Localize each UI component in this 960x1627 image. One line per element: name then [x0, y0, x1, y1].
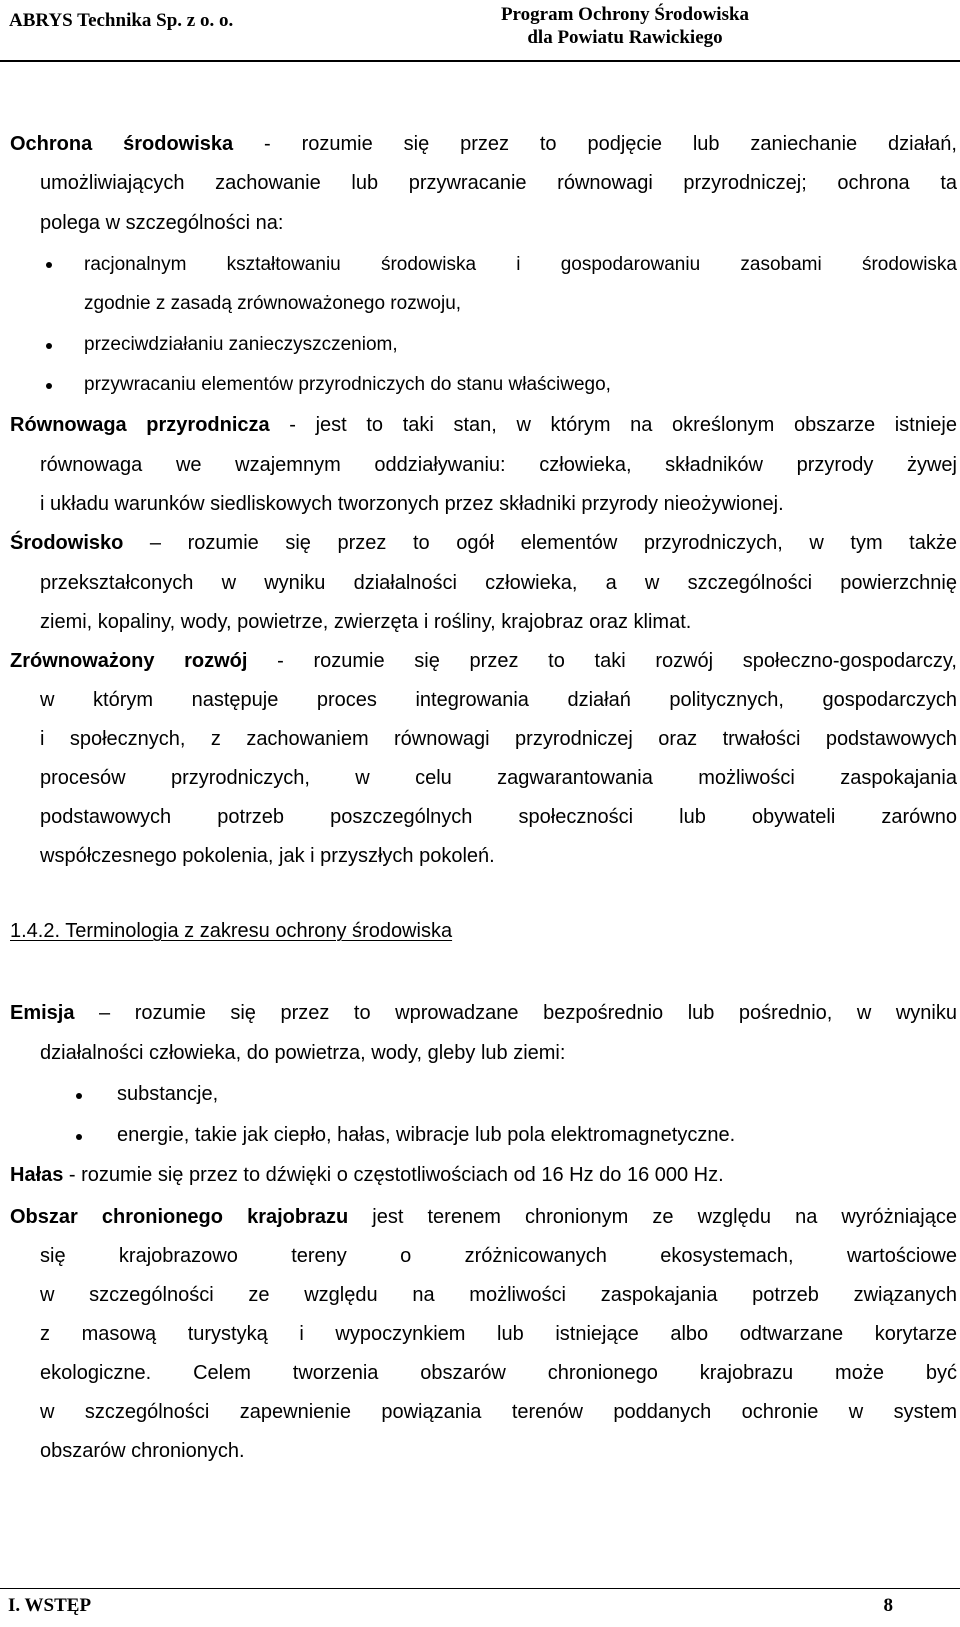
definition-line: obszarów chronionych. — [40, 1440, 245, 1462]
chapter-title: I. WSTĘP — [8, 1595, 92, 1616]
definition-line: ekologiczne. Celem tworzenia obszarów chronionego krajobrazu może być — [40, 1362, 957, 1384]
page-header — [0, 0, 960, 62]
definition-line — [10, 1197, 957, 1238]
definition-dash: – — [74, 1002, 135, 1024]
bullet-icon — [46, 383, 52, 389]
definition-line: w którym następuje proces integrowania działań politycznych, gospodarczych — [40, 689, 957, 711]
list-item: substancje, — [117, 1083, 219, 1105]
definition-dash: – — [123, 532, 188, 554]
definition-text: rozumie się przez to ogół elementów przyrodniczych, w tym także — [187, 532, 957, 554]
bullet-icon — [46, 262, 52, 268]
definition-term: Emisja — [10, 1002, 75, 1024]
definition-line: podstawowych potrzeb poszczególnych społeczności lub obywateli zarówno — [40, 806, 957, 828]
bullet-icon — [76, 1093, 82, 1099]
definition-line: i społecznych, z zachowaniem równowagi przyrodniczej oraz trwałości podstawowych — [40, 728, 957, 750]
definition-term: Zrównoważony rozwój — [10, 650, 248, 672]
list-item-continuation: zgodnie z zasadą zrównoważonego rozwoju, — [84, 293, 462, 314]
definition-text: rozumie się przez to wprowadzane bezpośrednio lub pośrednio, w wyniku — [134, 1002, 957, 1024]
program-title-line2: dla Powiatu Rawickiego — [527, 27, 723, 48]
program-title-line1: Program Ochrony Środowiska — [500, 4, 750, 25]
definition-term: Obszar chronionego krajobrazu — [10, 1206, 349, 1228]
definition-line: procesów przyrodniczych, w celu zagwarantowania możliwości zaspokajania — [40, 767, 957, 789]
definition-text: - rozumie się przez to podjęcie lub zaniechanie działań, — [233, 133, 957, 155]
definition-line: równowaga we wzajemnym oddziaływaniu: człowieka, składników przyrody żywej — [40, 454, 957, 476]
definition-line: umożliwiających zachowanie lub przywracanie równowagi przyrodniczej; ochrona ta — [40, 172, 957, 194]
definition-line: w szczególności zapewnienie powiązania terenów poddanych ochronie w system — [40, 1401, 957, 1423]
definition-line — [10, 124, 957, 165]
definition-line: ziemi, kopaliny, wody, powietrze, zwierzęta i rośliny, krajobraz oraz klimat. — [40, 611, 692, 633]
page-footer — [0, 1588, 960, 1627]
definition-line: polega w szczególności na: — [40, 212, 284, 234]
definition-line: i układu warunków siedliskowych tworzonych przez składniki przyrody nieożywionej. — [40, 493, 784, 515]
definition-line — [10, 405, 957, 446]
definition-line: się krajobrazowo tereny o zróżnicowanych ekosystemach, wartościowe — [40, 1245, 957, 1267]
list-item: racjonalnym kształtowaniu środowiska i gospodarowaniu zasobami środowiska — [84, 254, 957, 275]
definition-term: Środowisko — [10, 532, 124, 554]
definition-line — [10, 523, 957, 564]
definition-line — [10, 641, 957, 682]
definition-line: działalności człowieka, do powietrza, wody, gleby lub ziemi: — [40, 1042, 566, 1064]
definition-line: z masową turystyką i wypoczynkiem lub istniejące albo odtwarzane korytarze — [40, 1323, 957, 1345]
definition-term: Równowaga przyrodnicza — [10, 414, 270, 436]
bullet-icon — [76, 1134, 82, 1140]
definition-text: jest terenem chronionym ze względu na wyróżniające — [348, 1206, 957, 1228]
program-title — [474, 3, 776, 49]
section-heading: 1.4.2. Terminologia z zakresu ochrony środowiska — [10, 920, 453, 942]
definition-line — [10, 993, 957, 1034]
page-number: 8 — [883, 1595, 893, 1616]
definition-term: Ochrona środowiska — [10, 133, 234, 155]
definition-line: w szczególności ze względu na możliwości zaspokajania potrzeb związanych — [40, 1284, 957, 1306]
definition-line: współczesnego pokolenia, jak i przyszłych pokoleń. — [40, 845, 495, 867]
list-item: przywracaniu elementów przyrodniczych do stanu właściwego, — [84, 374, 611, 395]
definition-text: - rozumie się przez to taki rozwój społeczno-gospodarczy, — [247, 650, 957, 672]
company-name: ABRYS Technika Sp. z o. o. — [9, 10, 234, 31]
list-item: przeciwdziałaniu zanieczyszczeniom, — [84, 334, 398, 355]
definition-line: przekształconych w wyniku działalności człowieka, a w szczególności powierzchnię — [40, 572, 957, 594]
bullet-icon — [46, 343, 52, 349]
definition-text: - jest to taki stan, w którym na określonym obszarze istnieje — [269, 414, 957, 436]
definition-text: - rozumie się przez to dźwięki o częstotliwościach od 16 Hz do 16 000 Hz. — [63, 1164, 724, 1186]
definition-line — [10, 1155, 957, 1196]
list-item: energie, takie jak ciepło, hałas, wibracje lub pola elektromagnetyczne. — [117, 1124, 736, 1146]
definition-term: Hałas — [10, 1164, 64, 1186]
